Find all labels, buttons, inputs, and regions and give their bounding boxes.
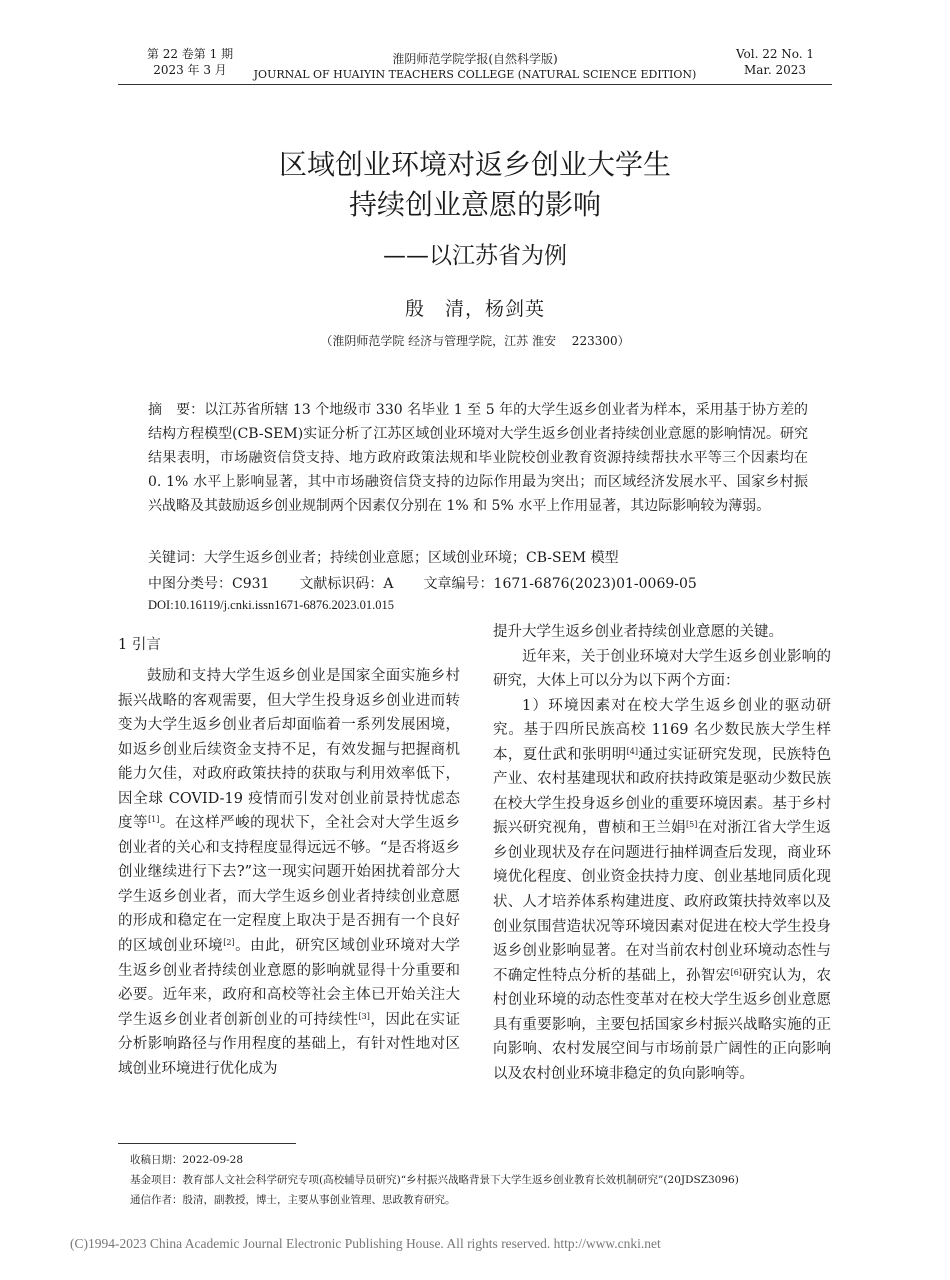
body-text: 鼓励和支持大学生返乡创业是国家全面实施乡村振兴战略的客观需要，但大学生投身返乡创业进而转变为大学生返乡创业者后却面临着一系列发展困境，如返乡创业后续资金支持不足，有效发掘与把握商机能力欠佳，对政府政策扶持的获取与利用效率低下，因全球 COVID-19 疫情而引发对创业前景持忧虑态度等 [118,668,460,832]
section-title-introduction: 1 引言 [118,637,161,653]
copyright-notice: (C)1994-2023 China Academic Journal Electronic Publishing House. All rights reserved. http://www.cnki.net [70,1236,661,1251]
article-number: 文章编号：1671-6876(2023)01-0069-05 [423,576,697,592]
footnote-rule [118,1143,296,1144]
footnotes [130,1150,840,1210]
authors: 殷 清，杨剑英 [404,298,545,320]
classification-line [148,572,808,596]
keywords-label: 关键词： [148,550,204,566]
citation-ref[interactable]: [2] [223,938,235,948]
corresponding-author: 通信作者：殷清，副教授，博士，主要从事创业管理、思政教育研究。 [130,1194,456,1206]
article-subtitle: ——以江苏省为例 [383,243,567,269]
citation-ref[interactable]: [6] [730,967,742,977]
body-text: 。在这样严峻的现状下，全社会对大学生返乡创业者的关心和支持程度显得远远不够。“是否将返乡创业继续进行下去?”这一现实问题开始困扰着部分大学生返乡创业者，而大学生返乡创业者持续创业意愿的形成和稳定在一定程度上取决于是否拥有一个良好的区域创业环境 [118,815,461,955]
paragraph: 近年来，关于创业环境对大学生返乡创业影响的研究，大体上可以分为以下两个方面： [493,648,831,690]
citation-ref[interactable]: [4] [626,746,638,756]
affiliation: （淮阴师范学院 经济与管理学院，江苏 淮安 223300） [320,334,630,348]
abstract-label: 摘 要： [148,402,205,418]
publication-date: 2023 年 3 月 [153,63,227,77]
fund-project: 基金项目：教育部人文社会科学研究专项(高校辅导员研究)“乡村振兴战略背景下大学生返乡创业教育长效机制研究”(20JDSZ3096) [130,1174,739,1186]
citation-ref[interactable]: [5] [686,820,698,830]
body-text: 通过实证研究发现，民族特色产业、农村基建现状和政府扶持政策是驱动少数民族在校大学生投身返乡创业的重要环境因素。基于乡村振兴研究视角，曹桢和王兰娟 [493,746,832,837]
title-line-2: 持续创业意愿的影响 [348,188,601,221]
title-line-1: 区域创业环境对返乡创业大学生 [278,148,671,181]
document-code: 文献标识码：A [299,576,394,592]
clc-number: 中图分类号：C931 [148,576,270,592]
volume-en: Vol. 22 No. 1 [735,47,815,61]
citation-ref[interactable]: [3] [358,1011,370,1021]
body-text: ，因此在实证分析影响路径与作用程度的基础上，有针对性地对区域创业环境进行优化成为 [118,1011,461,1077]
right-column-text [493,620,831,1086]
abstract [148,398,808,518]
body-text: 。由此，研究区域创业环境对大学生返乡创业者持续创业意愿的影响就显得十分重要和必要。近年来，政府和高校等社会主体已开始关注大学生返乡创业者创新创业的可持续性 [118,938,461,1028]
abstract-text: 以江苏省所辖 13 个地级市 330 名毕业 1 至 5 年的大学生返乡创业者为样本，采用基于协方差的结构方程模型(CB-SEM)实证分析了江苏区域创业环境对大学生返乡创业者持续创业意愿的影响情况。研究结果表明，市场融资信贷支持、地方政府政策法规和毕业院校创业教育资源持续帮扶水平等三个因素均在 0. 1% 水平上影响显著，其中市场融资信贷支持的边际作用最为突出；而区域经济发展水平、国家乡村振兴战略及其鼓励返乡创业规制两个因素仅分别在 1% 和 5% 水平上作用显著，其边际影响较为薄弱。 [148,402,809,514]
body-text: 1）环境因素对在校大学生返乡创业的驱动研究。基于四所民族高校 1169 名少数民族大学生样本，夏仕武和张明明 [493,697,831,763]
journal-name-en: JOURNAL OF HUAIYIN TEACHERS COLLEGE (NATURAL SCIENCE EDITION) [253,68,697,81]
left-column-text [118,664,460,1081]
doi: DOI:10.16119/j.cnki.issn1671-6876.2023.01.015 [148,598,395,612]
keywords-text: 大学生返乡创业者；持续创业意愿；区域创业环境；CB-SEM 模型 [204,550,619,566]
header-vol-en [725,46,825,78]
paragraph: 提升大学生返乡创业者持续创业意愿的关键。 [493,624,783,640]
body-text: 研究认为，农村创业环境的动态性变革对在校大学生返乡创业意愿具有重要影响，主要包括国家乡村振兴战略实施的正向影响、农村发展空间与市场前景广阔性的正向影响以及农村创业环境非稳定的负向影响等。 [493,967,832,1082]
article-title [118,145,832,225]
citation-ref[interactable]: [1] [148,815,160,825]
volume-issue: 第 22 卷第 1 期 [146,47,234,61]
body-text: 在对浙江省大学生返乡创业现状及存在问题进行抽样调查后发现，商业环境优化程度、创业资金扶持力度、创业基地同质化现状、人才培养体系构建进度、政府政策扶持效率以及创业氛围营造状况等环境因素对促进在校大学生投身返乡创业影响显著。在对当前农村创业环境动态性与不确定性特点分析的基础上，孙智宏 [493,820,832,984]
date-en: Mar. 2023 [743,63,807,77]
paragraph [493,694,831,1087]
received-date: 收稿日期：2022-09-28 [130,1154,244,1166]
keywords [148,546,808,570]
header-journal [230,51,720,83]
header-rule [118,84,832,85]
journal-name-cn: 淮阴师范学院学报(自然科学版) [392,52,558,66]
